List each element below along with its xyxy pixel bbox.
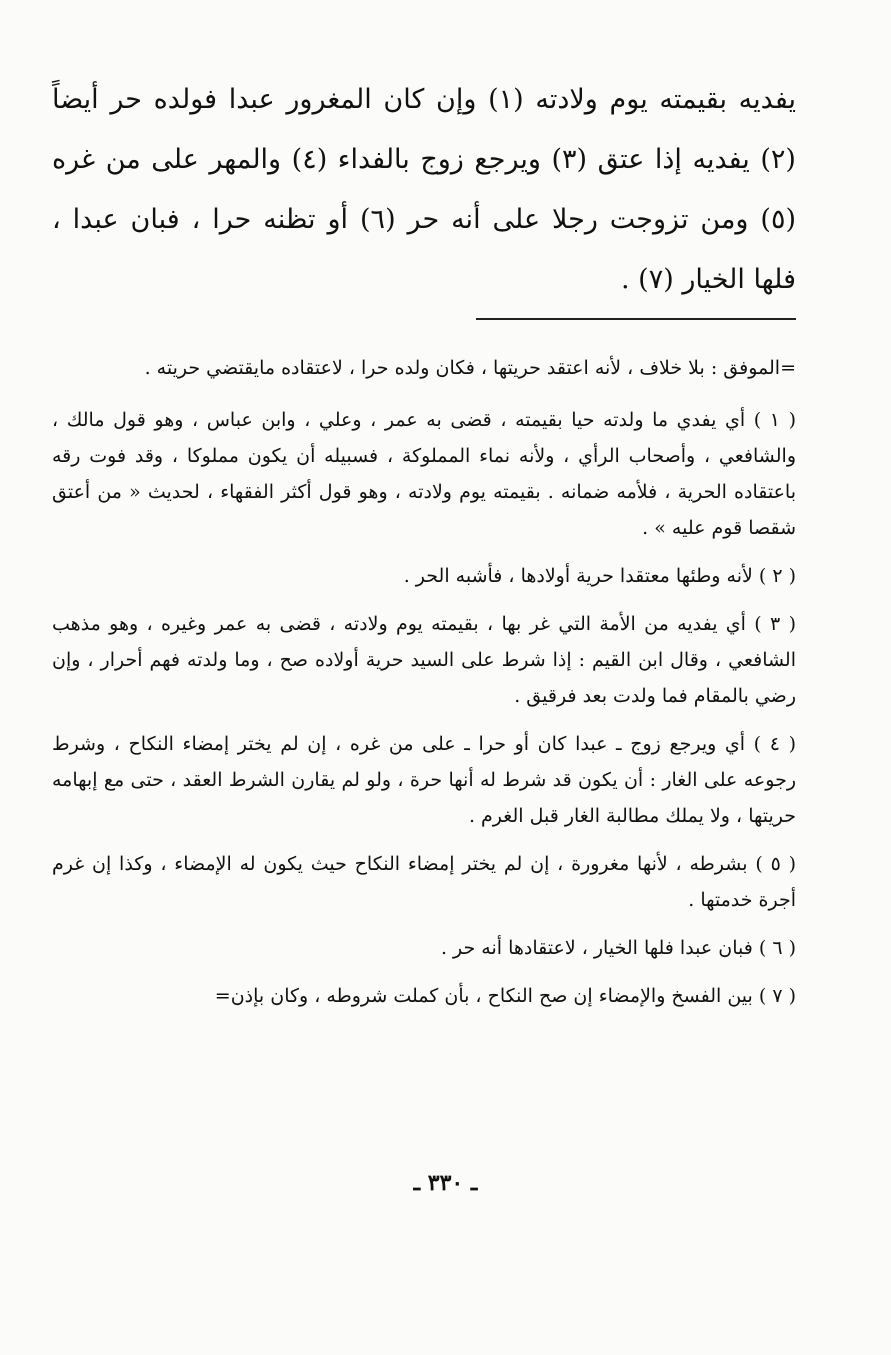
page-number: ـ ٣٣٠ ـ [413, 1170, 478, 1196]
footnote-4: ( ٤ ) أي ويرجع زوج ـ عبدا كان أو حرا ـ على من غره ، إن لم يختر إمضاء النكاح ، وشرط رجوعه على الغار : أن يكون قد شرط له أنها حرة ، ولو لم يقارن الشرط العقد ، حتى مع إبهامه حريتها ، ولا يملك مطالبة الغار قبل الغرم . [52, 733, 796, 827]
footnote-2: ( ٢ ) لأنه وطئها معتقدا حرية أولادها ، فأشبه الحر . [403, 565, 796, 587]
footnote-1: ( ١ ) أي يفدي ما ولدته حيا بقيمته ، قضى به عمر ، وعلي ، وابن عباس ، وهو قول مالك ، والشافعي ، وأصحاب الرأي ، ولأنه نماء المملوكة ، فسبيله أن يكون مملوكا ، وقد فوت رقه باعتقاده الحرية ، فلأمه ضمانه . بقيمته يوم ولادته ، وهو قول أكثر الفقهاء ، لحديث « من أعتق شقصا قوم عليه » . [52, 409, 796, 539]
footnotes-section [52, 350, 796, 1026]
footnote-7: ( ٧ ) بين الفسخ والإمضاء إن صح النكاح ، بأن كملت شروطه ، وكان بإذن= [214, 985, 796, 1007]
footnote-6: ( ٦ ) فبان عبدا فلها الخيار ، لاعتقادها أنه حر . [440, 937, 796, 959]
main-text-paragraph: يفديه بقيمته يوم ولادته (١) وإن كان المغرور عبدا فولده حر أيضاً (٢) يفديه إذا عتق (٣) ويرجع زوج بالفداء (٤) والمهر على من غره (٥) ومن تزوجت رجلا على أنه حر (٦) أو تظنه حرا ، فبان عبدا ، فلها الخيار (٧) . [52, 84, 796, 295]
footnote-divider [476, 318, 796, 320]
book-page [52, 0, 796, 1355]
footnote-5: ( ٥ ) بشرطه ، لأنها مغرورة ، إن لم يختر إمضاء النكاح حيث يكون له الإمضاء ، وكذا إن غرم أجرة خدمتها . [52, 853, 797, 911]
footnote-continuation: =الموفق : بلا خلاف ، لأنه اعتقد حريتها ، فكان ولده حرا ، لاعتقاده مايقتضي حريته . [144, 357, 796, 379]
footnote-3: ( ٣ ) أي يفديه من الأمة التي غر بها ، بقيمته يوم ولادته ، قضى به عمر وغيره ، وهو مذهب الشافعي ، وقال ابن القيم : إذا شرط على السيد حرية أولاده صح ، وما ولدته فهم أحرار ، وإن رضي بالمقام فما ولدت بعد فرقيق . [52, 613, 796, 707]
